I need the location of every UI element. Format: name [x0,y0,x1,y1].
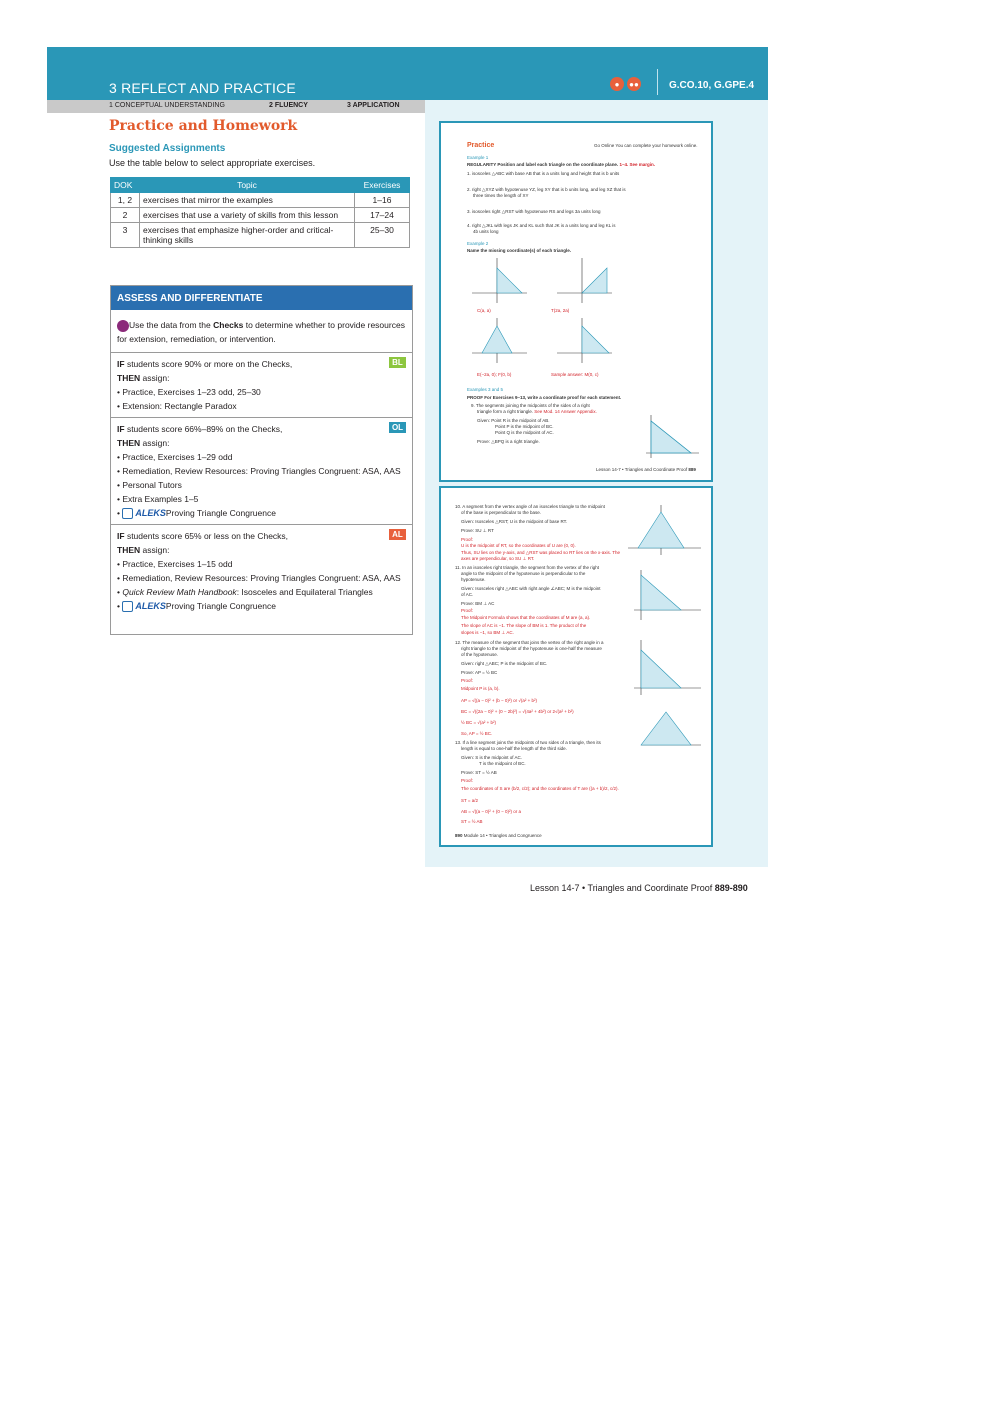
page-title: Practice and Homework [109,118,298,134]
icon-group [610,77,641,91]
aleks-logo: ALEKS [135,508,166,518]
list-item: • Remediation, Review Resources: Proving Triangles Congruent: ASA, AAS [117,466,401,476]
on-level-block: OL IF students score 66%–89% on the Checks, THEN assign: • Practice, Exercises 1–29 odd • Remediation, Review Resources: Proving Triangles Congruent: ASA, AAS • Personal Tutors • Extra Examples 1–5 • ALEKSProving Triangle Congruence [111,417,412,524]
tab-conceptual: 1 CONCEPTUAL UNDERSTANDING [109,102,225,109]
go-online-note: Go Online You can complete your homework online. [594,143,698,148]
assess-differentiate-box [110,285,413,635]
topic-cell: exercises that use a variety of skills from this lesson [140,208,355,223]
section-title: 3 REFLECT AND PRACTICE [109,80,296,96]
list-item: • Extra Examples 1–5 [117,494,199,504]
beyond-level-block: BL IF students score 90% or more on the Checks, THEN assign: • Practice, Exercises 1–23 odd, 25–30 • Extension: Rectangle Paradox [111,352,412,417]
triangle-diagrams [467,258,697,378]
tab-fluency: 2 FLUENCY [269,102,308,109]
individual-icon: ● [610,77,624,91]
exercises-header: Exercises [355,178,410,193]
approaching-level-block: AL IF students score 65% or less on the Checks, THEN assign: • Practice, Exercises 1–15 odd • Remediation, Review Resources: Proving Triangles Congruent: ASA, AAS • Quick Review Math Handbook: Isosceles and Equilateral Triangles • ALEKSProving Triangle Congruence [111,524,412,617]
list-item: • Practice, Exercises 1–29 odd [117,452,233,462]
data-chart-icon [117,320,129,332]
list-item: • Practice, Exercises 1–15 odd [117,559,233,569]
practice-title: Practice [467,142,495,149]
table-row [111,223,410,248]
dok-cell: 2 [111,208,140,223]
list-item: • Practice, Exercises 1–23 odd, 25–30 [117,387,261,397]
progression-tabs [47,100,425,113]
dok-table [110,177,410,248]
dok-cell: 3 [111,223,140,248]
table-row [111,208,410,223]
ol-badge: OL [389,422,406,433]
topic-header: Topic [140,178,355,193]
bl-badge: BL [389,357,406,368]
dok-cell: 1, 2 [111,193,140,208]
exercises-cell: 25–30 [355,223,410,248]
aleks-icon [122,508,133,519]
topic-cell: exercises that mirror the examples [140,193,355,208]
list-item: • Extension: Rectangle Paradox [117,401,237,411]
proof-diagram [641,413,701,463]
list-item: • ALEKSProving Triangle Congruence [117,508,276,518]
page-footer: Lesson 14-7 • Triangles and Coordinate Proof 889-890 [530,883,748,893]
list-item: • Remediation, Review Resources: Proving Triangles Congruent: ASA, AAS [117,573,401,583]
topic-cell: exercises that emphasize higher-order and critical-thinking skills [140,223,355,248]
list-item: • Personal Tutors [117,480,182,490]
standards-label: G.CO.10, G.GPE.4 [669,80,755,91]
al-badge: AL [389,529,406,540]
intro-text: Use the table below to select appropriate exercises. [109,158,316,168]
tab-application: 3 APPLICATION [347,102,400,109]
student-page-890: 10. A segment from the vertex angle of an isosceles triangle to the midpoint of the base is perpendicular to the base. Given: Isosceles △RST; U is the midpoint of base RT. Prove: SU ⊥ RT Proof: U is the midpoint of RT, so the coordinates of U are (0, 0). Thus, SU lies on the y-axis, and △RST was placed so RT lies on the x-axis. The axes are perpendicular, so SU ⊥ RT. 11. In an isosceles right triangle, the segment from the vertex of the right angle to the midpoint of the hypotenuse is perpendicular to the hypotenuse. Given: Isosceles right △ABC with right angle ∠ABC; M is the midpoint of AC. Prove: BM ⊥ AC Proof: The Midpoint Formula shows that the coordinates of M are (a, a). The slope of AC is −1. The slope of BM is 1. The product of the slopes is −1, so BM ⊥ AC. 12. The measure of the segment that joins the vertex of the right angle in a right triangle to the midpoint of the hypotenuse is one-half the measure of the hypotenuse. Given: right △ABC; P is the midpoint of BC. Prove: AP = ½ BC Proof: Midpoint P is (a, b). AP = √((a − 0)² + (b − 0)²) or √(a² + b²) BC = √((2a − 0)² + (0 − 2b)²) = √(4a² + 4b²) or 2√(a² + b²) ½ BC = √(a² + b²) So, AP = ½ BC. 13. If a line segment joins the midpoints of two sides of a triangle, then its length is equal to one-half the length of the third side. Given: S is the midpoint of AC. T is the midpoint of BC. Prove: ST = ½ AB Proof: The coordinates of S are (b/2, c/2); and the coordinates of T are ((a + b)/2, c/2). ST = a/2 AB = √((a − 0)² + (0 − 0)²) or a ST = ½ AB 890 Module 14 • Triangles and Congruence [439,486,713,847]
aleks-icon [122,601,133,612]
student-page-889: Practice Go Online You can complete your homework online. Example 1 REGULARITY Position and label each triangle on the coordinate plane. 1–4. See margin. 1. isosceles △ABC with base AB that is a units long and height that is b units 2. right △XYZ with hypotenuse YZ, leg XY that is b units long, and leg XZ that is three times the length of XY 3. isosceles right △RST with hypotenuse RS and legs 3a units long 4. right △JKL with legs JK and KL such that JK is a units long and leg KL is 4b units long Example 2 Name the missing coordinate(s) of each triangle. C(a, a) T(2a, 2a) E(−2a, 0); F(0, b) Sample answer: M(0, c) Examples 3 and 5 PROOF For Exercises 9–13, write a coordinate proof for each statement. 9. The segments joining the midpoints of the sides of a right triangle form a right triangle. See Mod. 14 Answer Appendix. Given: Point R is the midpoint of AB. Point P is the midpoint of BC. Point Q is the midpoint of AC. Prove: △BPQ is a right triangle. Lesson 14-7 • Triangles and Coordinate Proof 889 [439,121,713,482]
dok-header: DOK [111,178,140,193]
list-item: • ALEKSProving Triangle Congruence [117,601,276,611]
list-item: • Quick Review Math Handbook: Isosceles and Equilateral Triangles [117,587,373,597]
header-banner [47,47,768,100]
group-icon: ●● [627,77,641,91]
divider [657,69,658,95]
assess-heading: ASSESS AND DIFFERENTIATE [111,286,412,310]
exercises-cell: 17–24 [355,208,410,223]
assess-intro: Use the data from the Checks to determine whether to provide resources for extension, remediation, or intervention. [117,320,405,344]
table-row [111,193,410,208]
suggested-assignments-heading: Suggested Assignments [109,143,226,154]
exercises-cell: 1–16 [355,193,410,208]
proof-diagrams-890 [626,500,706,790]
aleks-logo: ALEKS [135,601,166,611]
